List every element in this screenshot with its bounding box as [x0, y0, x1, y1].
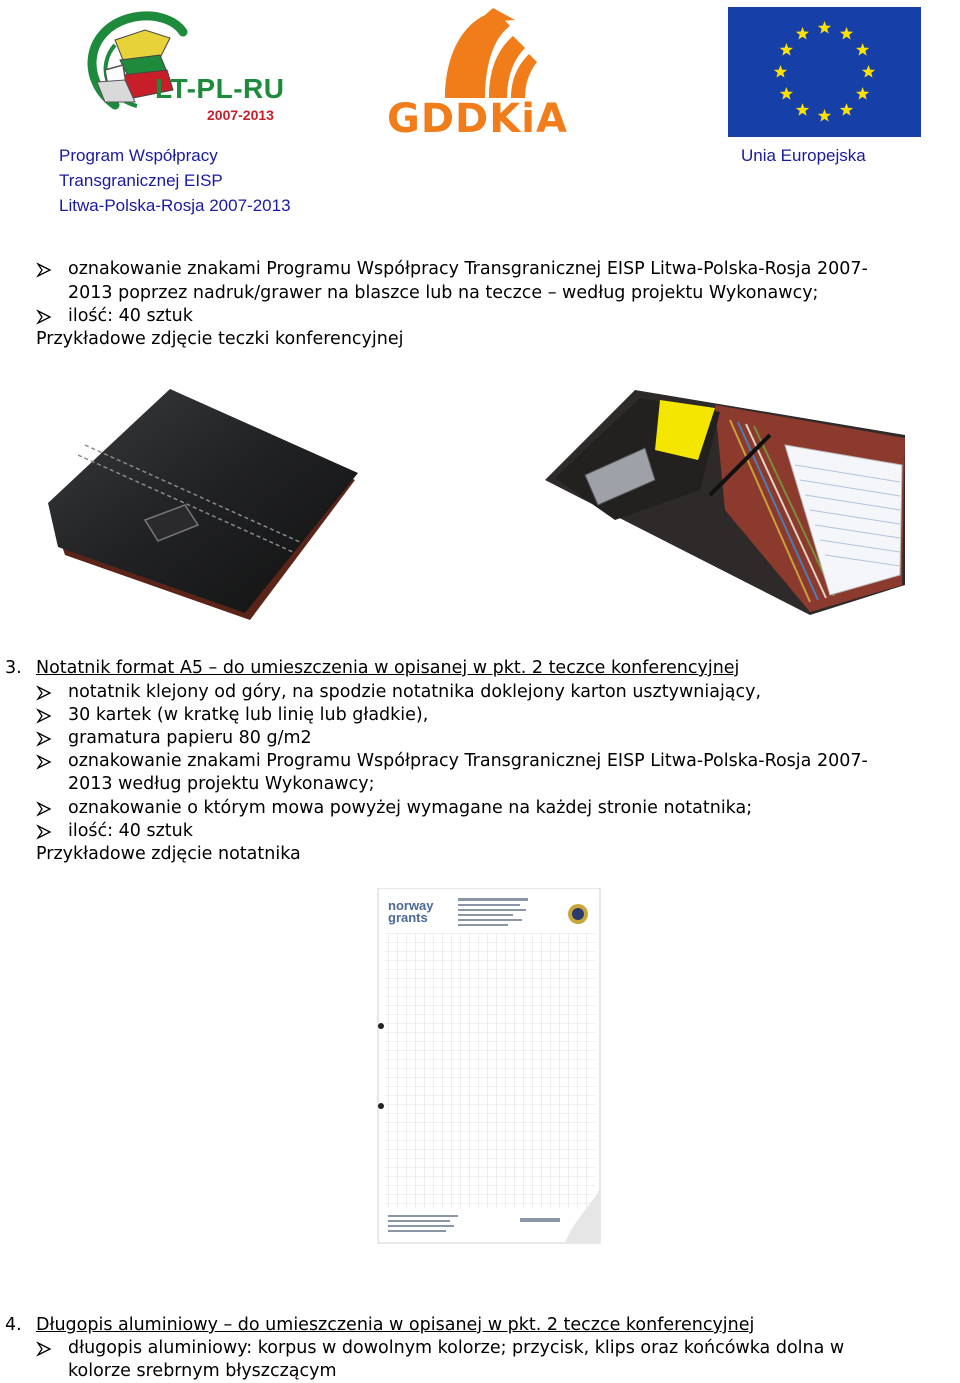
eu-star-icon — [856, 87, 869, 100]
gddkia-name: GDDKiA — [387, 96, 568, 142]
eu-star-icon — [818, 21, 831, 34]
teczka-bullet-1-line-2: 2013 poprzez nadruk/grawer na blaszce lub na teczce – według projektu Wykonawcy; — [68, 283, 819, 303]
teczka-bullet-2: ilość: 40 sztuk — [68, 306, 193, 326]
notatnik-bullet-4-line-1: oznakowanie znakami Programu Współpracy Transgranicznej EISP Litwa-Polska-Rosja 2007- — [68, 751, 868, 771]
section-3-heading: Notatnik format A5 – do umieszczenia w opisanej w pkt. 2 teczce konferencyjnej — [36, 658, 740, 678]
closed-folder-photo — [40, 385, 365, 625]
bullet-arrow-icon — [36, 262, 52, 278]
eu-star-icon — [840, 103, 853, 116]
section-4-number: 4. — [5, 1315, 22, 1335]
notatnik-bullet-1: notatnik klejony od góry, na spodzie notatnika doklejony karton usztywniający, — [68, 682, 762, 702]
eu-star-icon — [856, 43, 869, 56]
bullet-arrow-icon — [36, 708, 52, 724]
eu-star-icon — [840, 27, 853, 40]
eu-star-icon — [796, 103, 809, 116]
ltplru-name: LT-PL-RU — [155, 73, 285, 104]
notatnik-bullet-3: gramatura papieru 80 g/m2 — [68, 728, 312, 748]
eu-star-icon — [862, 65, 875, 78]
bullet-arrow-icon — [36, 824, 52, 840]
ltplru-years: 2007-2013 — [207, 107, 274, 123]
notatnik-bullet-6: ilość: 40 sztuk — [68, 821, 193, 841]
eu-star-icon — [818, 109, 831, 122]
dlugopis-bullet-1-line-2: kolorze srebrnym błyszczącym — [68, 1361, 337, 1381]
eu-star-icon — [780, 43, 793, 56]
notepad-brand-line-2: grants — [388, 910, 428, 925]
bullet-arrow-icon — [36, 801, 52, 817]
notatnik-bullet-2: 30 kartek (w kratkę lub linię lub gładkie), — [68, 705, 429, 725]
program-line-1: Program Współpracy — [59, 146, 218, 165]
bullet-arrow-icon — [36, 1341, 52, 1357]
notepad-brand-line-1: norway — [388, 898, 434, 913]
notepad-photo — [370, 888, 605, 1248]
notatnik-example-caption: Przykładowe zdjęcie notatnika — [36, 844, 301, 864]
eu-star-icon — [774, 65, 787, 78]
eu-flag — [728, 7, 921, 137]
ltplru-logo — [75, 10, 290, 130]
open-folder-photo — [540, 390, 910, 615]
teczka-example-caption: Przykładowe zdjęcie teczki konferencyjnej — [36, 329, 404, 349]
bullet-arrow-icon — [36, 309, 52, 325]
dlugopis-bullet-1-line-1: długopis aluminiowy: korpus w dowolnym kolorze; przycisk, klips oraz końcówka dolna w — [68, 1338, 845, 1358]
eu-flag-icon — [728, 7, 921, 137]
bullet-arrow-icon — [36, 731, 52, 747]
eu-star-icon — [780, 87, 793, 100]
section-4-heading: Długopis aluminiowy – do umieszczenia w opisanej w pkt. 2 teczce konferencyjnej — [36, 1315, 755, 1335]
notatnik-bullet-5: oznakowanie o którym mowa powyżej wymagane na każdej stronie notatnika; — [68, 798, 753, 818]
gddkia-logo — [385, 8, 600, 140]
bullet-arrow-icon — [36, 754, 52, 770]
teczka-bullet-1-line-1: oznakowanie znakami Programu Współpracy Transgranicznej EISP Litwa-Polska-Rosja 2007- — [68, 259, 868, 279]
program-line-2: Transgranicznej EISP — [59, 171, 223, 190]
notatnik-bullet-4-line-2: 2013 według projektu Wykonawcy; — [68, 774, 375, 794]
eu-label: Unia Europejska — [741, 146, 866, 165]
gddkia-emblem-icon — [385, 8, 600, 103]
eu-star-icon — [796, 27, 809, 40]
program-name — [59, 143, 291, 218]
bullet-arrow-icon — [36, 685, 52, 701]
program-line-3: Litwa-Polska-Rosja 2007-2013 — [59, 196, 291, 215]
section-3-number: 3. — [5, 658, 22, 678]
